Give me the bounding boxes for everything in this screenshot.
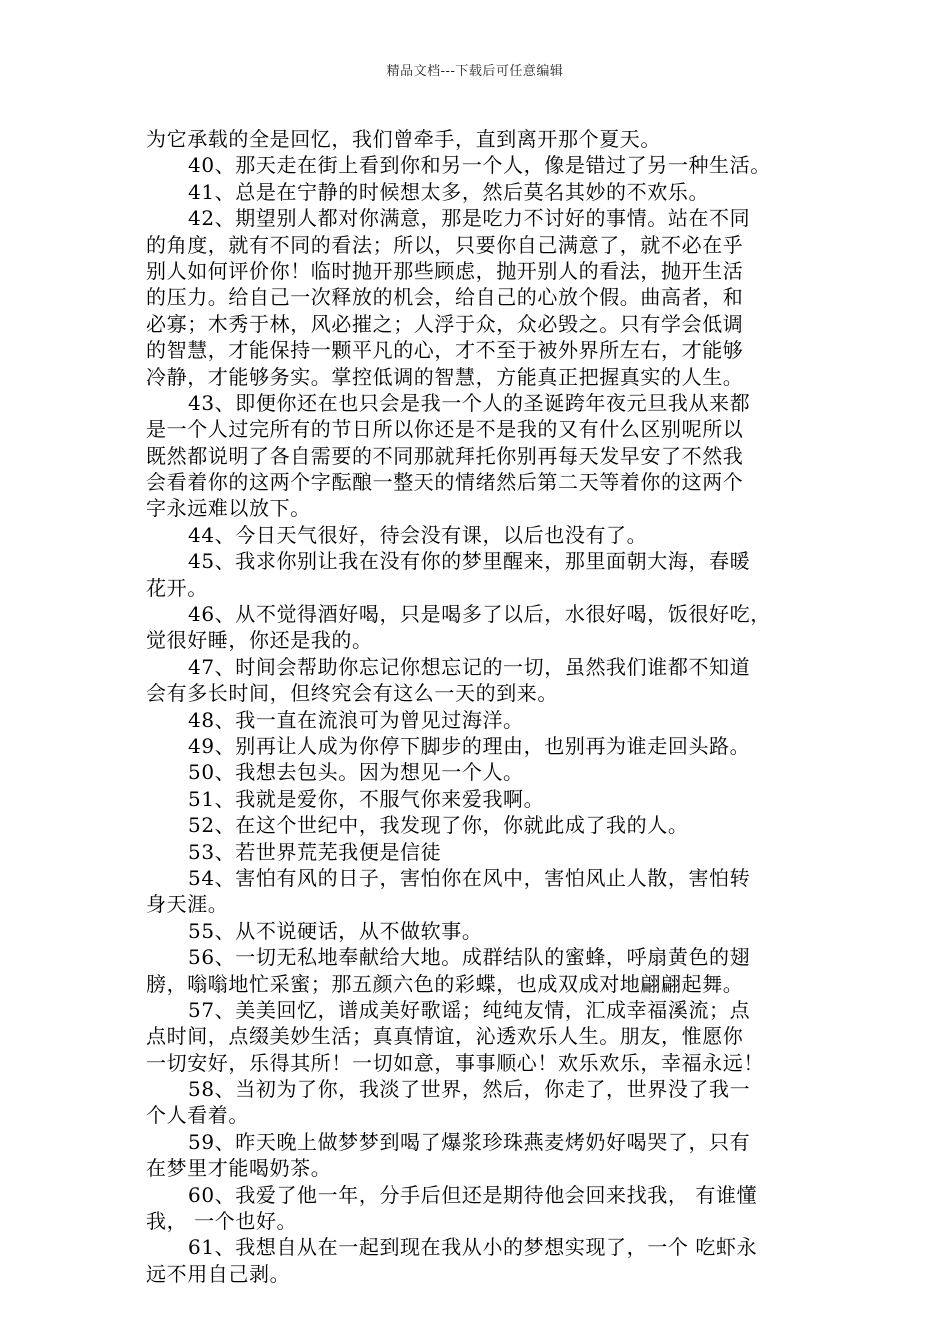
text-line: 的压力。给自己一次释放的机会，给自己的心放个假。曲高者，和 xyxy=(146,285,744,310)
document-body xyxy=(146,126,822,1287)
text-line: 会有多长时间，但终究会有这么一天的到来。 xyxy=(146,681,558,706)
text-line: 57、美美回忆，谱成美好歌谣；纯纯友情，汇成幸福溪流；点 xyxy=(188,997,751,1022)
text-line: 60、我爱了他一年，分手后但还是期待他会回来找我， 有谁懂 xyxy=(188,1182,758,1207)
text-line: 必寡；木秀于林，风必摧之；人浮于众，众必毁之。只有学会低调 xyxy=(146,311,744,336)
page-header: 精品文档---下载后可任意编辑 xyxy=(386,64,564,79)
text-line: 我， 一个也好。 xyxy=(146,1209,298,1234)
text-line: 个人看着。 xyxy=(146,1103,249,1128)
text-line: 49、别再让人成为你停下脚步的理由，也别再为谁走回头路。 xyxy=(188,733,751,758)
text-line: 55、从不说硬话，从不做软事。 xyxy=(188,918,483,943)
text-line: 身天涯。 xyxy=(146,892,229,917)
text-line: 45、我求你别让我在没有你的梦里醒来，那里面朝大海，春暖 xyxy=(188,549,751,574)
text-line: 别人如何评价你！临时抛开那些顾虑，抛开别人的看法，抛开生活 xyxy=(146,258,744,283)
text-line: 的智慧，才能保持一颗平凡的心，才不至于被外界所左右，才能够 xyxy=(146,338,744,363)
text-line: 48、我一直在流浪可为曾见过海洋。 xyxy=(188,707,524,732)
text-line: 一切安好，乐得其所！一切如意，事事顺心！欢乐欢乐，幸福永远！ xyxy=(146,1050,764,1075)
text-line: 点时间，点缀美妙生活；真真情谊，沁透欢乐人生。朋友，惟愿你 xyxy=(146,1024,744,1049)
text-line: 58、当初为了你，我淡了世界，然后，你走了，世界没了我一 xyxy=(188,1077,751,1102)
text-line: 52、在这个世纪中，我发现了你，你就此成了我的人。 xyxy=(188,813,689,838)
text-line: 61、我想自从在一起到现在我从小的梦想实现了，一个 吃虾永 xyxy=(188,1235,758,1260)
text-line: 44、今日天气很好，待会没有课，以后也没有了。 xyxy=(188,522,648,547)
text-line: 既然都说明了各自需要的不同那就拜托你别再每天发早安了不然我 xyxy=(146,443,744,468)
text-line: 会看着你的这两个字酝酿一整天的情绪然后第二天等着你的这两个 xyxy=(146,470,744,495)
text-line: 字永远难以放下。 xyxy=(146,496,311,521)
text-line: 觉很好睡，你还是我的。 xyxy=(146,628,373,653)
text-line: 46、从不觉得酒好喝，只是喝多了以后，水很好喝，饭很好吃， xyxy=(188,602,771,627)
text-line: 膀，嗡嗡地忙采蜜；那五颜六色的彩蝶，也成双成对地翩翩起舞。 xyxy=(146,971,744,996)
text-line: 56、一切无私地奉献给大地。成群结队的蜜蜂，呼扇黄色的翅 xyxy=(188,945,751,970)
text-line: 40、那天走在街上看到你和另一个人，像是错过了另一种生活。 xyxy=(188,153,771,178)
text-line: 53、若世界荒芜我便是信徒 xyxy=(188,839,442,864)
text-line: 42、期望别人都对你满意，那是吃力不讨好的事情。站在不同 xyxy=(188,206,751,231)
text-line: 59、昨天晚上做梦梦到喝了爆浆珍珠燕麦烤奶好喝哭了，只有 xyxy=(188,1129,751,1154)
text-line: 冷静，才能够务实。掌控低调的智慧，方能真正把握真实的人生。 xyxy=(146,364,744,389)
text-line: 在梦里才能喝奶茶。 xyxy=(146,1156,332,1181)
text-line: 的角度，就有不同的看法；所以，只要你自己满意了，就不必在乎 xyxy=(146,232,744,257)
text-line: 47、时间会帮助你忘记你想忘记的一切，虽然我们谁都不知道 xyxy=(188,654,751,679)
text-line: 50、我想去包头。因为想见一个人。 xyxy=(188,760,524,785)
text-line: 41、总是在宁静的时候想太多，然后莫名其妙的不欢乐。 xyxy=(188,179,710,204)
text-line: 花开。 xyxy=(146,575,208,600)
text-line: 43、即便你还在也只会是我一个人的圣诞跨年夜元旦我从来都 xyxy=(188,390,751,415)
text-line: 54、害怕有风的日子，害怕你在风中，害怕风止人散，害怕转 xyxy=(188,865,751,890)
text-line: 为它承载的全是回忆，我们曾牵手，直到离开那个夏天。 xyxy=(146,127,661,151)
text-line: 是一个人过完所有的节日所以你还是不是我的又有什么区别呢所以 xyxy=(146,417,744,442)
text-line: 远不用自己剥。 xyxy=(146,1261,291,1286)
text-line: 51、我就是爱你，不服气你来爱我啊。 xyxy=(188,786,545,811)
